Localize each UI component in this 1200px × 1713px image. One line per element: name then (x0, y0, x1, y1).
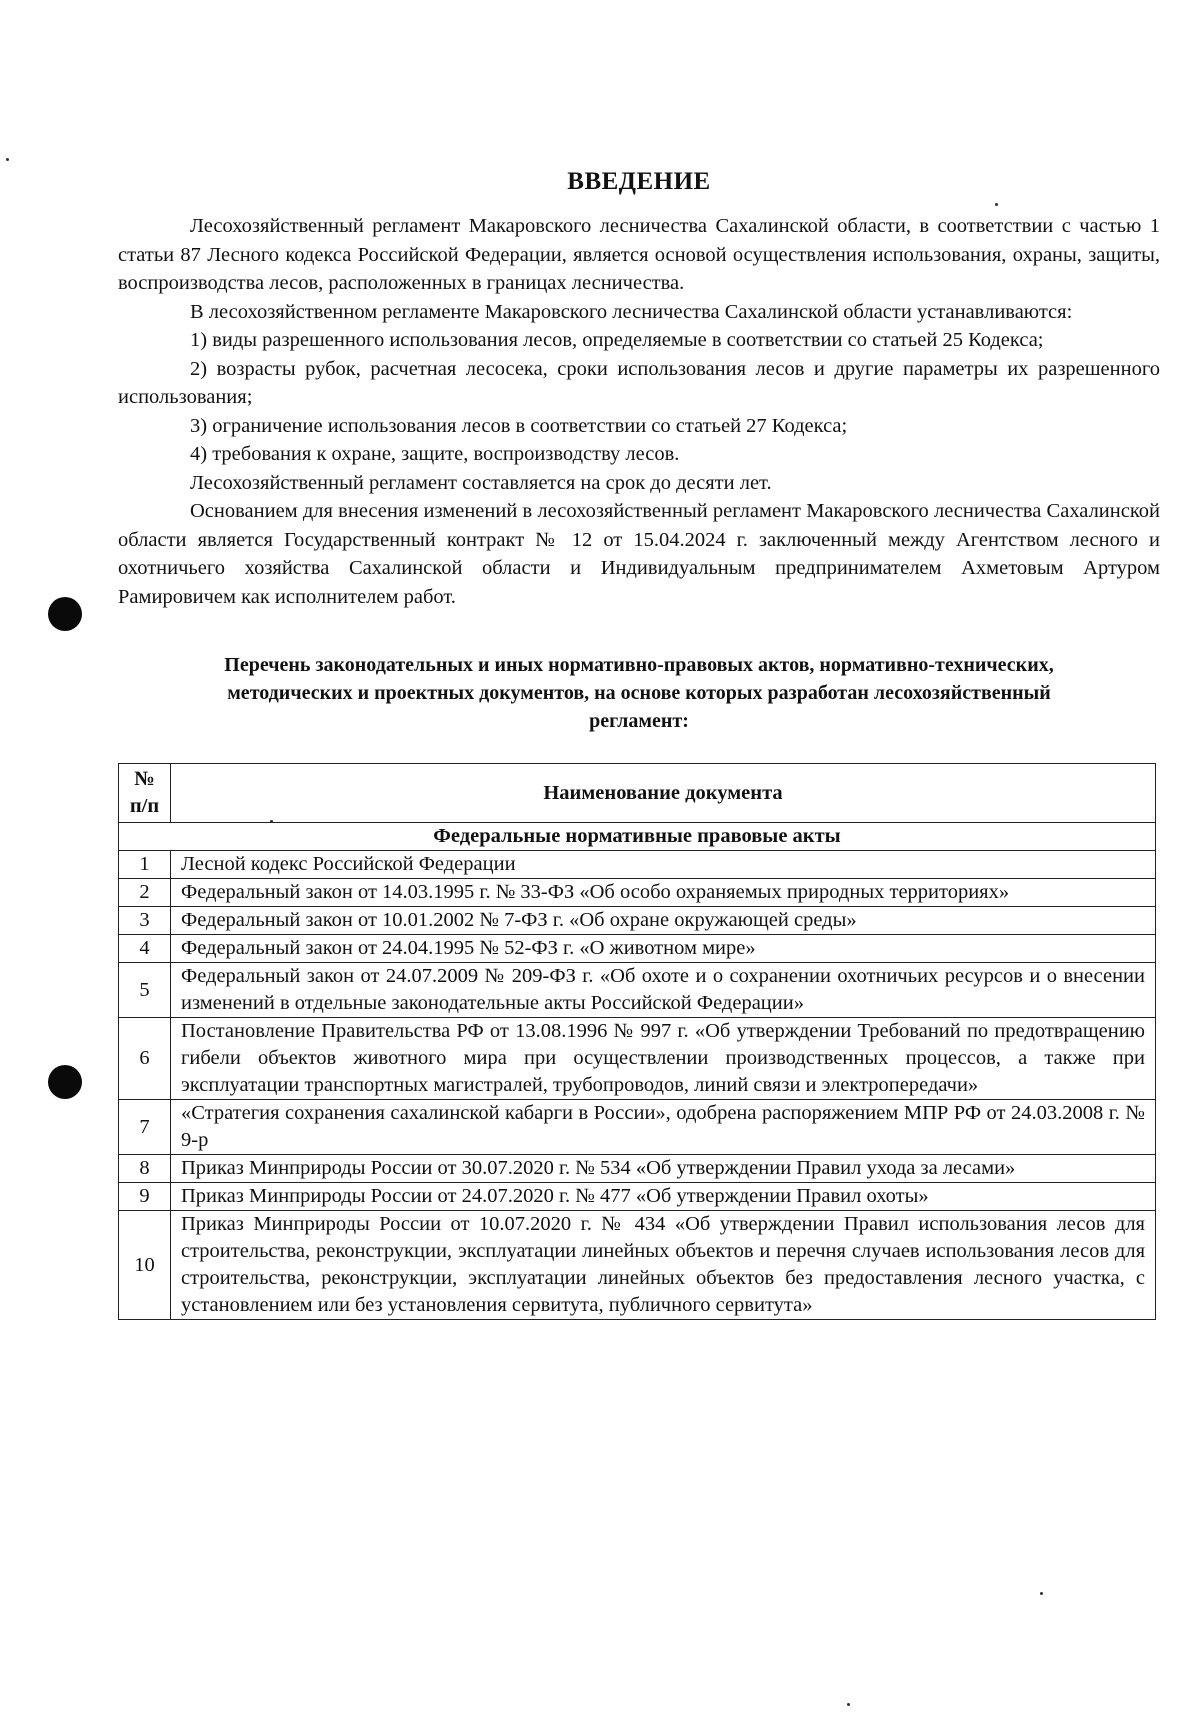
intro-paragraph: 4) требования к охране, защите, воспроизводству лесов. (190, 443, 680, 465)
table-row (119, 963, 1156, 1018)
intro-paragraph: Лесохозяйственный регламент Макаровского лесничества Сахалинской области, в соответствии с частью 1 статьи 87 Лесного кодекса Российской Федерации, является основой осуществления использования, охраны, защиты, воспроизводства лесов, расположенных в границах лесничества. (118, 215, 1160, 294)
table-section-row (119, 823, 1156, 851)
document-name: Федеральный закон от 24.07.2009 № 209-ФЗ г. «Об охоте и о сохранении охотничьих ресурсов и о внесении изменений в отдельные законодательные акты Российской Федерации» (171, 963, 1156, 1018)
scan-speck (847, 1703, 850, 1706)
row-number: 10 (119, 1211, 171, 1320)
intro-section (118, 212, 1160, 611)
column-header-number: № п/п (119, 764, 171, 823)
scan-speck (6, 158, 9, 161)
table-row (119, 879, 1156, 907)
table-row (119, 1100, 1156, 1155)
column-header-name: Наименование документа (171, 764, 1156, 823)
document-name: Приказ Минприроды России от 10.07.2020 г. № 434 «Об утверждении Правил использования лесов для строительства, реконструкции, эксплуатации линейных объектов и перечня случаев использования лесов для строительства, реконструкции, эксплуатации линейных объектов без предоставления лесного участка, с установлением или без установления сервитута, публичного сервитута» (171, 1211, 1156, 1320)
document-name: Приказ Минприроды России от 24.07.2020 г. № 477 «Об утверждении Правил охоты» (171, 1183, 1156, 1211)
section-title: Федеральные нормативные правовые акты (119, 823, 1156, 851)
table-row (119, 1183, 1156, 1211)
table-header-row (119, 764, 1156, 823)
list-heading: Перечень законодательных и иных нормативно-правовых актов, нормативно-технических, методических и проектных документов, на основе которых разработан лесохозяйственный регламент: (224, 654, 1054, 732)
intro-paragraph: Основанием для внесения изменений в лесохозяйственный регламент Макаровского лесничества Сахалинской области является Государственный контракт № 12 от 15.04.2024 г. заключенный между Агентством лесного и охотничьего хозяйства Сахалинской области и Индивидуальным предпринимателем Ахметовым Артуром Рамировичем как исполнителем работ. (118, 500, 1160, 608)
intro-paragraph: 1) виды разрешенного использования лесов, определяемые в соответствии со статьей 25 Кодекса; (190, 329, 1044, 351)
row-number: 5 (119, 963, 171, 1018)
row-number: 4 (119, 935, 171, 963)
document-name: Федеральный закон от 14.03.1995 г. № 33-ФЗ «Об особо охраняемых природных территориях» (171, 879, 1156, 907)
table-row (119, 1155, 1156, 1183)
scan-speck (1040, 1592, 1043, 1595)
intro-paragraph: 3) ограничение использования лесов в соответствии со статьей 27 Кодекса; (190, 414, 848, 437)
row-number: 2 (119, 879, 171, 907)
row-number: 3 (119, 907, 171, 935)
table-row (119, 935, 1156, 963)
row-number: 7 (119, 1100, 171, 1155)
intro-paragraph: В лесохозяйственном регламенте Макаровского лесничества Сахалинской области устанавливаются: (190, 300, 1073, 323)
table-row (119, 851, 1156, 879)
document-page (118, 168, 1160, 1320)
table-row (119, 1211, 1156, 1320)
document-name: «Стратегия сохранения сахалинской кабарги в России», одобрена распоряжением МПР РФ от 24.03.2008 г. № 9-р (171, 1100, 1156, 1155)
row-number: 1 (119, 851, 171, 879)
table-row (119, 907, 1156, 935)
page-title: ВВЕДЕНИЕ (567, 168, 711, 195)
document-name: Постановление Правительства РФ от 13.08.1996 № 997 г. «Об утверждении Требований по предотвращению гибели объектов животного мира при осуществлении производственных процессов, а также при эксплуатации транспортных магистралей, трубопроводов, линий связи и электропередачи» (171, 1018, 1156, 1100)
intro-paragraph: 2) возрасты рубок, расчетная лесосека, сроки использования лесов и другие параметры их разрешенного использования; (118, 357, 1160, 408)
document-name: Лесной кодекс Российской Федерации (171, 851, 1156, 879)
row-number: 9 (119, 1183, 171, 1211)
intro-paragraph: Лесохозяйственный регламент составляется на срок до десяти лет. (190, 471, 772, 494)
document-name: Федеральный закон от 24.04.1995 № 52-ФЗ г. «О животном мире» (171, 935, 1156, 963)
row-number: 6 (119, 1018, 171, 1100)
row-number: 8 (119, 1155, 171, 1183)
punch-hole-bottom (48, 1065, 82, 1099)
documents-table (118, 763, 1156, 1320)
document-name: Приказ Минприроды России от 30.07.2020 г. № 534 «Об утверждении Правил ухода за лесами» (171, 1155, 1156, 1183)
punch-hole-top (48, 597, 82, 631)
table-row (119, 1018, 1156, 1100)
document-name: Федеральный закон от 10.01.2002 № 7-ФЗ г. «Об охране окружающей среды» (171, 907, 1156, 935)
